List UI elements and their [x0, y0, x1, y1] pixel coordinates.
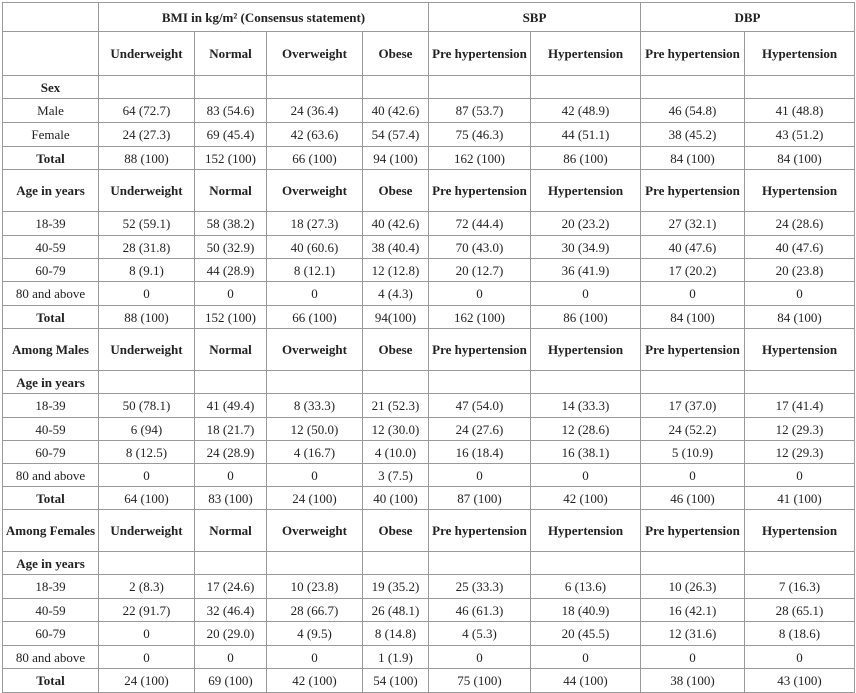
table-row: [3, 123, 855, 147]
table-cell: 94(100): [363, 306, 429, 329]
column-header: Normal: [195, 32, 267, 76]
column-header: Underweight: [99, 32, 195, 76]
table-row: [3, 599, 855, 622]
row-label: 18-39: [3, 394, 99, 418]
table-cell: 44 (28.9): [195, 259, 267, 282]
table-cell: 20 (29.0): [195, 622, 267, 646]
row-label: Female: [3, 123, 99, 147]
table-cell: 40 (47.6): [745, 236, 855, 259]
table-row: [3, 646, 855, 669]
table-cell: 72 (44.4): [429, 212, 531, 236]
table-cell: 0: [745, 464, 855, 487]
row-label: Among Females: [3, 510, 99, 552]
total-row: [3, 487, 855, 510]
table-cell: 2 (8.3): [99, 575, 195, 599]
table-cell: 24 (28.9): [195, 441, 267, 464]
table-cell: [745, 552, 855, 575]
row-label: [3, 32, 99, 76]
table-cell: [267, 76, 363, 99]
column-header: Obese: [363, 32, 429, 76]
total-row: [3, 147, 855, 170]
table-cell: [363, 552, 429, 575]
column-header: Underweight: [99, 510, 195, 552]
bmi-blood-pressure-table: [2, 2, 855, 693]
table-cell: 41 (49.4): [195, 394, 267, 418]
table-cell: 0: [531, 464, 641, 487]
group-header-dbp: DBP: [641, 3, 855, 32]
table-cell: 40 (47.6): [641, 236, 745, 259]
table-cell: [195, 552, 267, 575]
table-cell: 83 (54.6): [195, 99, 267, 123]
table-cell: 0: [99, 464, 195, 487]
table-cell: 0: [99, 622, 195, 646]
column-header: Obese: [363, 510, 429, 552]
row-label: Total: [3, 669, 99, 693]
table-cell: 0: [267, 646, 363, 669]
row-label: 18-39: [3, 212, 99, 236]
table-cell: 75 (46.3): [429, 123, 531, 147]
table-cell: 40 (42.6): [363, 212, 429, 236]
table-cell: 4 (5.3): [429, 622, 531, 646]
table-row: [3, 259, 855, 282]
table-cell: 40 (100): [363, 487, 429, 510]
row-label: 60-79: [3, 622, 99, 646]
table-cell: 8 (12.5): [99, 441, 195, 464]
table-cell: 43 (100): [745, 669, 855, 693]
table-cell: [641, 552, 745, 575]
table-cell: 0: [745, 282, 855, 306]
table-cell: 40 (60.6): [267, 236, 363, 259]
column-header: Overweight: [267, 510, 363, 552]
table-cell: 42 (63.6): [267, 123, 363, 147]
table-cell: 46 (100): [641, 487, 745, 510]
table-cell: [429, 76, 531, 99]
table-cell: [99, 552, 195, 575]
table-cell: 162 (100): [429, 147, 531, 170]
table-cell: 5 (10.9): [641, 441, 745, 464]
table-cell: 28 (65.1): [745, 599, 855, 622]
table-row: [3, 441, 855, 464]
table-cell: 50 (32.9): [195, 236, 267, 259]
table-cell: 86 (100): [531, 306, 641, 329]
table-cell: 38 (100): [641, 669, 745, 693]
table-cell: 12 (29.3): [745, 441, 855, 464]
table-cell: 24 (52.2): [641, 418, 745, 441]
table-cell: 38 (40.4): [363, 236, 429, 259]
column-header: Pre hypertension: [429, 329, 531, 371]
table-cell: 0: [195, 282, 267, 306]
table-cell: [267, 371, 363, 394]
table-cell: [531, 76, 641, 99]
group-header-sbp: SBP: [429, 3, 641, 32]
table-cell: 40 (42.6): [363, 99, 429, 123]
table-cell: [429, 371, 531, 394]
column-header: Underweight: [99, 329, 195, 371]
table-cell: 18 (21.7): [195, 418, 267, 441]
table-cell: 94 (100): [363, 147, 429, 170]
table-row: [3, 394, 855, 418]
column-header: Underweight: [99, 170, 195, 212]
column-header: Hypertension: [531, 329, 641, 371]
table-cell: 0: [99, 646, 195, 669]
row-label: 60-79: [3, 441, 99, 464]
table-cell: 4 (10.0): [363, 441, 429, 464]
table-cell: 20 (23.8): [745, 259, 855, 282]
table-cell: 0: [641, 282, 745, 306]
table-cell: 88 (100): [99, 306, 195, 329]
table-cell: 42 (100): [267, 669, 363, 693]
section-row: [3, 76, 855, 99]
row-label: Among Males: [3, 329, 99, 371]
column-header: Pre hypertension: [429, 32, 531, 76]
table-cell: 17 (41.4): [745, 394, 855, 418]
table-cell: 46 (54.8): [641, 99, 745, 123]
row-label: Age in years: [3, 371, 99, 394]
table-cell: 8 (14.8): [363, 622, 429, 646]
table-cell: 30 (34.9): [531, 236, 641, 259]
column-header: Hypertension: [745, 32, 855, 76]
row-label: 40-59: [3, 418, 99, 441]
table-cell: 0: [195, 464, 267, 487]
total-row: [3, 669, 855, 693]
column-header: Pre hypertension: [641, 32, 745, 76]
table-cell: 41 (48.8): [745, 99, 855, 123]
column-header: Hypertension: [745, 510, 855, 552]
table-cell: 24 (36.4): [267, 99, 363, 123]
table-cell: 8 (12.1): [267, 259, 363, 282]
column-header: Overweight: [267, 32, 363, 76]
table-cell: 0: [267, 464, 363, 487]
table-cell: 64 (100): [99, 487, 195, 510]
table-cell: 22 (91.7): [99, 599, 195, 622]
table-cell: [363, 76, 429, 99]
table-cell: 84 (100): [745, 306, 855, 329]
table-cell: 17 (20.2): [641, 259, 745, 282]
table-cell: 43 (51.2): [745, 123, 855, 147]
table-cell: 8 (18.6): [745, 622, 855, 646]
table-row: [3, 575, 855, 599]
table-cell: 0: [429, 646, 531, 669]
column-header: Hypertension: [745, 329, 855, 371]
table-cell: 20 (12.7): [429, 259, 531, 282]
row-label: Total: [3, 147, 99, 170]
table-cell: 3 (7.5): [363, 464, 429, 487]
column-header: Normal: [195, 170, 267, 212]
table-cell: 88 (100): [99, 147, 195, 170]
table-cell: 24 (27.6): [429, 418, 531, 441]
table-cell: 7 (16.3): [745, 575, 855, 599]
row-label: Age in years: [3, 170, 99, 212]
table-cell: [531, 552, 641, 575]
row-label: 80 and above: [3, 464, 99, 487]
table-cell: [267, 552, 363, 575]
table-cell: 42 (48.9): [531, 99, 641, 123]
table-cell: 19 (35.2): [363, 575, 429, 599]
table-cell: [363, 371, 429, 394]
column-header: Hypertension: [531, 510, 641, 552]
table-cell: 44 (51.1): [531, 123, 641, 147]
table-cell: 64 (72.7): [99, 99, 195, 123]
table-cell: 1 (1.9): [363, 646, 429, 669]
table-cell: 12 (31.6): [641, 622, 745, 646]
row-label: 40-59: [3, 599, 99, 622]
table-cell: [641, 76, 745, 99]
table-row: [3, 99, 855, 123]
column-header-row: [3, 510, 855, 552]
column-header: Hypertension: [531, 32, 641, 76]
table-cell: 69 (45.4): [195, 123, 267, 147]
corner-cell: [3, 3, 99, 32]
table-cell: 0: [429, 464, 531, 487]
table-cell: 6 (94): [99, 418, 195, 441]
table-cell: 38 (45.2): [641, 123, 745, 147]
table-cell: 24 (28.6): [745, 212, 855, 236]
table-cell: 84 (100): [745, 147, 855, 170]
table-cell: 10 (26.3): [641, 575, 745, 599]
table-cell: 16 (42.1): [641, 599, 745, 622]
table-body: [3, 32, 855, 693]
table-cell: 0: [195, 646, 267, 669]
table-cell: 75 (100): [429, 669, 531, 693]
table-row: [3, 236, 855, 259]
total-row: [3, 306, 855, 329]
table-cell: 25 (33.3): [429, 575, 531, 599]
column-header: Pre hypertension: [641, 170, 745, 212]
table-cell: [745, 371, 855, 394]
table-cell: 16 (18.4): [429, 441, 531, 464]
table-cell: [99, 76, 195, 99]
row-label: Age in years: [3, 552, 99, 575]
column-header: Overweight: [267, 170, 363, 212]
table-cell: 69 (100): [195, 669, 267, 693]
table-cell: 36 (41.9): [531, 259, 641, 282]
table-row: [3, 418, 855, 441]
table-cell: 47 (54.0): [429, 394, 531, 418]
column-header-row: [3, 32, 855, 76]
table-cell: 84 (100): [641, 147, 745, 170]
table-cell: 70 (43.0): [429, 236, 531, 259]
table-cell: 4 (16.7): [267, 441, 363, 464]
table-cell: 54 (57.4): [363, 123, 429, 147]
column-header: Pre hypertension: [641, 510, 745, 552]
table-cell: [745, 76, 855, 99]
table-cell: 52 (59.1): [99, 212, 195, 236]
table-cell: 42 (100): [531, 487, 641, 510]
table-cell: 44 (100): [531, 669, 641, 693]
table-cell: 58 (38.2): [195, 212, 267, 236]
table-cell: 54 (100): [363, 669, 429, 693]
table-cell: 24 (27.3): [99, 123, 195, 147]
table-cell: 0: [531, 646, 641, 669]
table-cell: 32 (46.4): [195, 599, 267, 622]
row-label: 18-39: [3, 575, 99, 599]
row-label: 40-59: [3, 236, 99, 259]
table-cell: 18 (40.9): [531, 599, 641, 622]
table-cell: 12 (12.8): [363, 259, 429, 282]
row-label: 80 and above: [3, 282, 99, 306]
column-header: Pre hypertension: [429, 170, 531, 212]
table-cell: 14 (33.3): [531, 394, 641, 418]
table-cell: 84 (100): [641, 306, 745, 329]
table-cell: 17 (24.6): [195, 575, 267, 599]
table-cell: 46 (61.3): [429, 599, 531, 622]
table-row: [3, 464, 855, 487]
row-label: Total: [3, 306, 99, 329]
column-header: Hypertension: [745, 170, 855, 212]
table-cell: [641, 371, 745, 394]
column-header: Obese: [363, 329, 429, 371]
row-label: 60-79: [3, 259, 99, 282]
table-cell: 87 (100): [429, 487, 531, 510]
table-cell: 41 (100): [745, 487, 855, 510]
table-cell: 50 (78.1): [99, 394, 195, 418]
table-cell: 66 (100): [267, 147, 363, 170]
table-cell: [195, 371, 267, 394]
table-cell: 66 (100): [267, 306, 363, 329]
table-cell: 4 (9.5): [267, 622, 363, 646]
table-cell: 87 (53.7): [429, 99, 531, 123]
table-cell: [429, 552, 531, 575]
table-cell: 12 (28.6): [531, 418, 641, 441]
table-cell: 6 (13.6): [531, 575, 641, 599]
table-cell: 26 (48.1): [363, 599, 429, 622]
table-cell: 27 (32.1): [641, 212, 745, 236]
table-cell: 0: [429, 282, 531, 306]
table-cell: 152 (100): [195, 147, 267, 170]
table-cell: [195, 76, 267, 99]
section-row: [3, 552, 855, 575]
table-cell: 0: [531, 282, 641, 306]
table-cell: 21 (52.3): [363, 394, 429, 418]
table-cell: 12 (29.3): [745, 418, 855, 441]
column-header: Normal: [195, 329, 267, 371]
column-header: Overweight: [267, 329, 363, 371]
table-row: [3, 212, 855, 236]
column-header: Obese: [363, 170, 429, 212]
table-cell: 16 (38.1): [531, 441, 641, 464]
table-cell: 28 (66.7): [267, 599, 363, 622]
table-cell: 4 (4.3): [363, 282, 429, 306]
table-cell: 10 (23.8): [267, 575, 363, 599]
row-label: Male: [3, 99, 99, 123]
column-header: Normal: [195, 510, 267, 552]
table-row: [3, 282, 855, 306]
table-cell: 28 (31.8): [99, 236, 195, 259]
table-cell: 17 (37.0): [641, 394, 745, 418]
column-header: Pre hypertension: [429, 510, 531, 552]
table-cell: 0: [745, 646, 855, 669]
row-label: 80 and above: [3, 646, 99, 669]
table-cell: 18 (27.3): [267, 212, 363, 236]
table-cell: 20 (45.5): [531, 622, 641, 646]
table-cell: 162 (100): [429, 306, 531, 329]
group-header-row: [3, 3, 855, 32]
row-label: Total: [3, 487, 99, 510]
table-cell: 152 (100): [195, 306, 267, 329]
table-cell: 8 (33.3): [267, 394, 363, 418]
group-header-bmi: BMI in kg/m² (Consensus statement): [99, 3, 429, 32]
column-header: Hypertension: [531, 170, 641, 212]
table-cell: 0: [99, 282, 195, 306]
column-header-row: [3, 329, 855, 371]
table-cell: 0: [641, 646, 745, 669]
table-cell: 0: [641, 464, 745, 487]
column-header-row: [3, 170, 855, 212]
table-row: [3, 622, 855, 646]
section-row: [3, 371, 855, 394]
table-cell: 12 (30.0): [363, 418, 429, 441]
table-cell: [531, 371, 641, 394]
row-label: Sex: [3, 76, 99, 99]
table-cell: 8 (9.1): [99, 259, 195, 282]
table-cell: 83 (100): [195, 487, 267, 510]
column-header: Pre hypertension: [641, 329, 745, 371]
table-cell: [99, 371, 195, 394]
table-cell: 24 (100): [267, 487, 363, 510]
table-cell: 12 (50.0): [267, 418, 363, 441]
table-cell: 24 (100): [99, 669, 195, 693]
table-cell: 0: [267, 282, 363, 306]
table-cell: 86 (100): [531, 147, 641, 170]
table-cell: 20 (23.2): [531, 212, 641, 236]
